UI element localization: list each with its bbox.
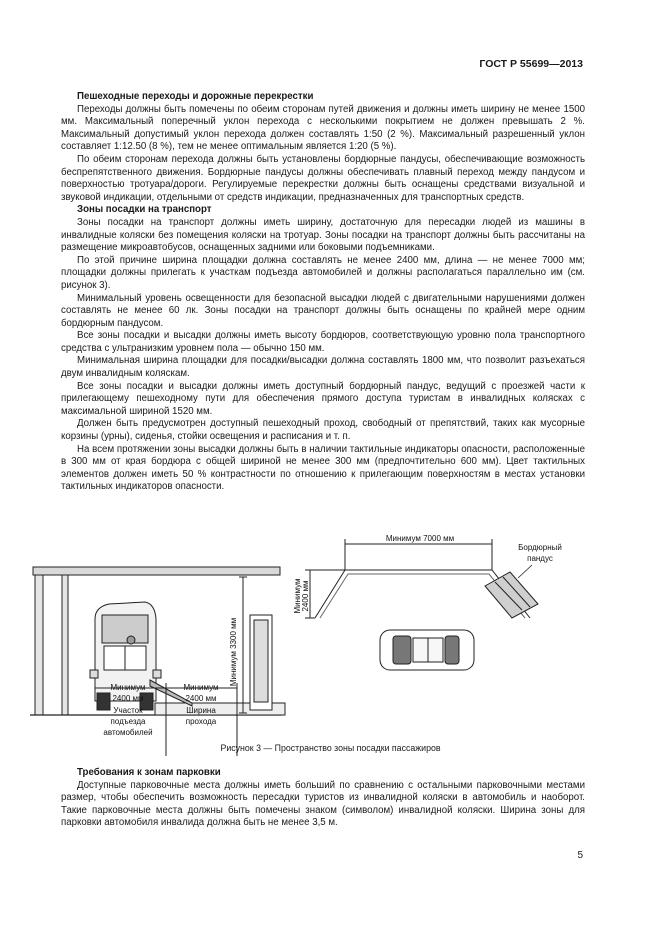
figure-3 <box>0 530 661 762</box>
paragraph: По этой причине ширина площадки должна составлять не менее 2400 мм, длина — не менее 7000 мм; площадки должны прилегать к участкам подъезда автомобилей и должны располагаться параллельно им (см. рисунок 3). <box>61 254 585 291</box>
paragraph: Должен быть предусмотрен доступный пешеходный проход, свободный от препятствий, таких как мусорные корзины (урны), сиденья, стойки освещения и расписания и т. п. <box>61 418 585 443</box>
page-number: 5 <box>577 850 583 861</box>
vertical-dimension-label: Минимум 3300 мм <box>229 617 238 687</box>
canopy-post <box>62 575 68 715</box>
dim2-top: Минимум <box>183 683 219 692</box>
section-heading-crossings: Пешеходные переходы и дорожные перекрестки <box>77 91 314 102</box>
dim2-label-line: Ширина <box>186 706 216 715</box>
paragraph: Зоны посадки на транспорт должны иметь ширину, достаточную для пересадки людей из машины в инвалидные коляски без помещения коляски на тротуар. Зоны посадки на транспорт должны быть рассчитаны на размещение микроавтобусов, оснащенных задними или боковыми подъемниками. <box>61 216 585 254</box>
dim1-label-line: Участок <box>113 706 143 715</box>
length-dimension-label: Минимум 7000 мм <box>385 534 455 543</box>
dim2-label-line: прохода <box>185 717 217 726</box>
door-panel <box>254 620 268 702</box>
dim2-value: 2400 мм <box>185 694 217 703</box>
side-dimension-label-line: Минимум <box>293 578 302 614</box>
ramp-label-line: пандус <box>527 554 553 563</box>
section-heading-boarding: Зоны посадки на транспорт <box>77 204 212 216</box>
ramp-label-line: Бордюрный <box>518 543 562 552</box>
paragraph: Минимальный уровень освещенности для безопасной высадки людей с двигательными нарушениями должен составлять не менее 60 лк. Зоны посадки на транспорт должны быть оснащены по крайней мере одним бордюрным пандусом. <box>61 292 585 329</box>
paragraph: Все зоны посадки и высадки должны иметь высоту бордюров, соответствующую уровню пола транспортного средства с ультранизким уровнем пола — обычно 150 мм. <box>61 330 585 354</box>
boarding-section-drawing <box>30 567 285 756</box>
figure-drawing <box>0 530 661 762</box>
car-icon <box>380 630 474 670</box>
dim1-label-line: автомобилей <box>103 728 153 737</box>
paragraph: По обеим сторонам перехода должны быть установлены бордюрные пандусы, обеспечивающие возможность беспрепятственного движения. Бордюрные пандусы должны обеспечивать плавный переход между пандусом и поверхностью тротуара/дороги. Регулируемые перекрестки должны быть оснащены средствами визуальной и звуковой индикации, отдельными от средств индикации, предназначенных для транспортных средств. <box>61 153 585 203</box>
plan-view-drawing <box>305 539 538 670</box>
ramp-leader-line <box>518 565 532 578</box>
side-dimension-label-line: 2400 мм <box>301 580 310 612</box>
paragraph: Переходы должны быть помечены по обеим сторонам путей движения и должны иметь ширину не менее 1500 мм. Максимальный поперечный уклон перехода с несколькими покрытием не должен превышать 2 %. Максимальный допустимый уклон перехода должен составлять 1:50 (2 %). Максимальный разрешенный уклон составляет 1:12.50 (8 %), тем не менее оптимальным является 1:20 (5 %). <box>61 103 585 153</box>
parking-section <box>61 767 585 830</box>
section-heading-parking: Требования к зонам парковки <box>77 767 221 778</box>
canopy-roof <box>33 567 280 575</box>
dim1-top: Минимум <box>110 683 146 692</box>
paragraph: Минимальная ширина площадки для посадки/высадки должна составлять 1800 мм, что позволит разъехаться двум инвалидным коляскам. <box>61 355 585 380</box>
dim1-value: 2400 мм <box>112 694 144 703</box>
paragraph: Доступные парковочные места должны иметь больший по сравнению с остальными парковочными местами размер, чтобы обеспечить возможность пересадки туристов из инвалидной коляски в автомобиль и наоборот. Такие парковочные места должны быть помечены знаком (символом) инвалидной коляски. Ширина зоны для парковки автомобиля инвалида должна быть не менее 3,5 м. <box>61 779 585 829</box>
paragraph: Все зоны посадки и высадки должны иметь доступный бордюрный пандус, ведущий с проезжей части к прилегающему пешеходному пути для обеспечения прямого доступа туристам в инвалидных колясках с максимальной шириной 1520 мм. <box>61 380 585 417</box>
dim1-label-line: подъезда <box>110 717 146 726</box>
main-content <box>61 91 585 494</box>
left-wall <box>35 575 43 715</box>
document-code: ГОСТ Р 55699—2013 <box>479 58 583 70</box>
paragraph: На всем протяжении зоны высадки должны быть в наличии тактильные индикаторы опасности, расположенные в 300 мм от края бордюра с общей шириной не менее 300 мм (предпочтительно 600 мм). Цвет тактильных элементов должен иметь 50 % контрастности по отношению к прилегающим поверхностям в местах установки тактильных индикаторов опасности. <box>61 443 585 493</box>
figure-caption: Рисунок 3 — Пространство зоны посадки пассажиров <box>220 743 441 753</box>
